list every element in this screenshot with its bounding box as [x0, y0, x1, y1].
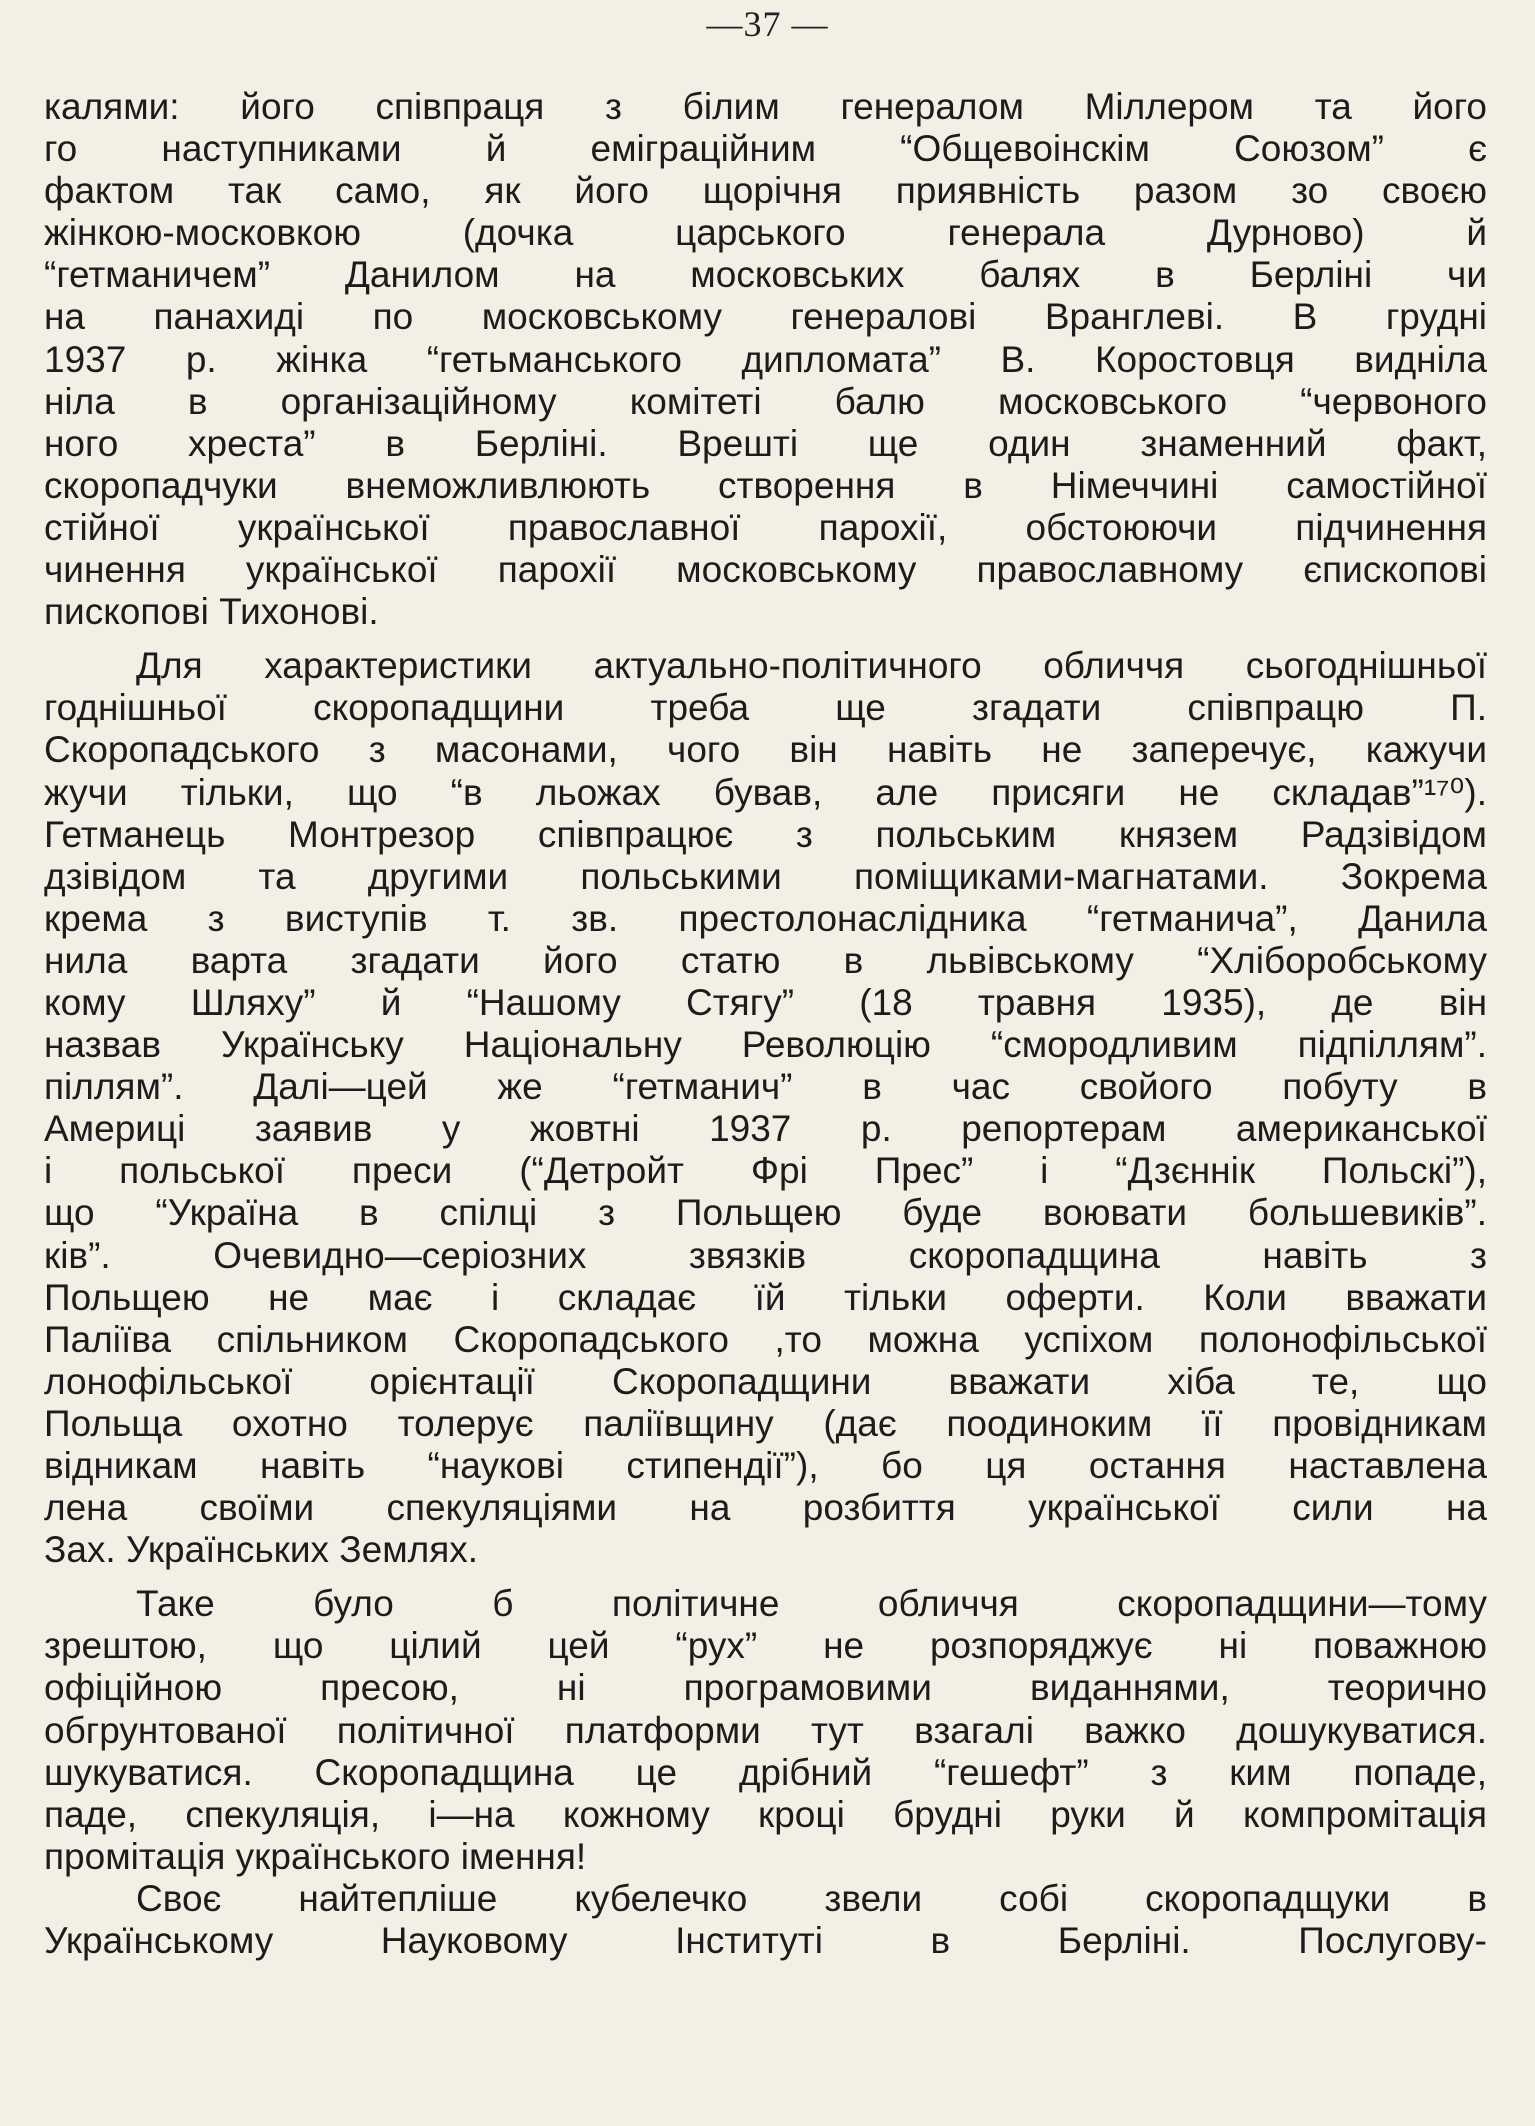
text-line: Польща охотно толерує паліївщину (дає поодиноким її провідникам [44, 1402, 1487, 1444]
text-line: чинення української парохії московському православному єпископові [44, 549, 1487, 591]
text-line: скоропадчуки внеможливлюють створення в Німеччині самостійної [44, 464, 1487, 506]
text-line: фактом так само, як його щорічня приявність разом зо своєю [44, 170, 1487, 212]
text-line: 1937 р. жінка “гетьманського дипломата” В. Коростовця виднiла [44, 338, 1487, 380]
text-line: стійної української православної парохії, обстоюючи підчинення [44, 506, 1487, 548]
text-line: Паліїва спільником Скоропадського ,то можна успіхом полонофільської [44, 1318, 1487, 1360]
text-line: крема з виступів т. зв. престолонаслідника “гетманича”, Данила [44, 897, 1487, 939]
text-line: Своє найтепліше кубелечко звели собі скоропадщуки в [136, 1877, 1487, 1919]
text-line: го наступниками й еміграційним “Общевоінскім Союзом” є [44, 128, 1487, 170]
text-line: назвав Українську Національну Революцію “смородливим підпіллям”. [44, 1024, 1487, 1066]
paragraph-3 [44, 1583, 1487, 1878]
text-line: Польщею не має і складає їй тільки оферти. Коли вважати [44, 1276, 1487, 1318]
text-line: і польської преси (“Детройт Фрі Прес” і “Дзєннік Польскі”), [44, 1150, 1487, 1192]
text-line: лена своїми спекуляціями на розбиття української сили на [44, 1487, 1487, 1529]
text-line: піллям”. Далі—цей же “гетманич” в час свойого побуту в [44, 1066, 1487, 1108]
text-line: промітація українського імення! [44, 1835, 587, 1877]
text-line: Таке було б політичне обличчя скоропадщини—тому [136, 1583, 1487, 1625]
text-line: зрештою, що цілий цей “рух” не розпоряджує ні поважною [44, 1625, 1487, 1667]
text-line: лонофільської орієнтації Скоропадщини вважати хіба те, що [44, 1360, 1487, 1402]
text-line: “гетманичем” Данилом на московських балях в Берліні чи [44, 254, 1487, 296]
text-line: жучи тільки, що “в льожах бував, але присяги не складав”¹⁷⁰). [44, 771, 1487, 813]
text-line: нила варта згадати його статю в львівському “Хліборобському [44, 939, 1487, 981]
paragraph-2 [44, 645, 1487, 1571]
text-line: ків”. Очевидно—серіозних звязків скоропадщина навіть з [44, 1234, 1487, 1276]
text-line: пископові Тихонові. [44, 591, 379, 633]
text-line: шукуватися. Скоропадщина це дрібний “гешефт” з ким попаде, [44, 1751, 1487, 1793]
text-line: паде, спекуляція, і—на кожному кроці брудні руки й компромітація [44, 1793, 1487, 1835]
text-line: жінкою-московкою (дочка царського генерала Дурново) й [44, 212, 1487, 254]
page-number: —37 — [706, 4, 829, 44]
text-line: Гетманець Монтрезор співпрацює з польським князем Радзівідом [44, 813, 1487, 855]
text-line: ного хреста” в Берліні. Врешті ще один знаменний факт, [44, 422, 1487, 464]
text-line: годнішньої скоропадщини треба ще згадати співпрацю П. [44, 687, 1487, 729]
text-line: дзівідом та другими польськими поміщиками-магнатами. Зокрема [44, 855, 1487, 897]
text-line: офіційною пресою, ні програмовими виданнями, теорично [44, 1667, 1487, 1709]
text-line: обгрунтованої політичної платформи тут взагалі важко дошукуватися. [44, 1709, 1487, 1751]
text-line: Зах. Українських Землях. [44, 1529, 479, 1571]
text-line: що “Україна в спілці з Польщею буде воювати большевиків”. [44, 1192, 1487, 1234]
text-line: Америці заявив у жовтні 1937 р. репортерам американської [44, 1108, 1487, 1150]
text-line: Скоропадського з масонами, чого він навіть не заперечує, кажучи [44, 729, 1487, 771]
text-line: кому Шляху” й “Нашому Стягу” (18 травня 1935), де він [44, 981, 1487, 1023]
text-line: на панахиді по московському генералові Вранглеві. В грудні [44, 296, 1487, 338]
text-line: ніла в організаційному комітеті балю московського “червоного [44, 380, 1487, 422]
text-line: Для характеристики актуально-політичного обличчя сьогоднішньої [136, 645, 1487, 687]
text-line: калями: його співпраця з білим генералом Міллером та його [44, 86, 1487, 127]
paragraph-4 [44, 1878, 1487, 1962]
paragraph-1 [44, 86, 1487, 633]
text-line: Українському Науковому Інституті в Берліні. Послугову- [44, 1920, 1487, 1962]
text-column [44, 86, 1487, 1962]
text-line: відникам навіть “наукові стипендії”), бо ця остання наставлена [44, 1445, 1487, 1486]
